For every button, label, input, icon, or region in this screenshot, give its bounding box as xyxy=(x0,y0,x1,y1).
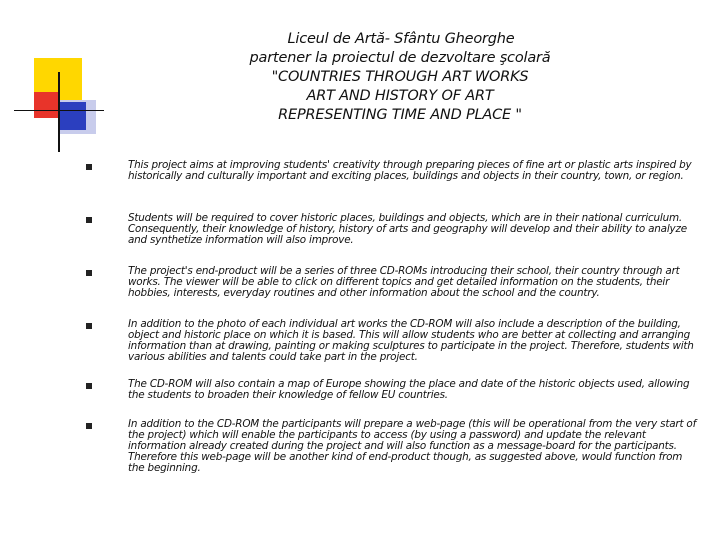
blue-square xyxy=(60,102,86,130)
bullet-text: The CD-ROM will also contain a map of Europe showing the place and date of the historic objects used, allowing the students to broaden their knowledge of fellow EU countries. xyxy=(128,378,690,401)
bullet-item xyxy=(86,379,698,419)
bullet-text: Students will be required to cover historic places, buildings and objects, which are in their national curriculum. Consequently, their knowledge of history, history of arts and geography will develop and their ability to analyze and synthetize information will also improve. xyxy=(128,212,687,246)
bullet-item xyxy=(86,213,698,266)
slide-header xyxy=(200,30,600,125)
red-square xyxy=(34,92,60,118)
bullet-marker xyxy=(86,423,92,429)
bullet-item xyxy=(86,160,698,213)
decorative-logo xyxy=(0,0,110,140)
project-subtitle: ART AND HISTORY OF ART xyxy=(306,88,494,104)
school-name: Liceul de Artă- Sfântu Gheorghe xyxy=(287,31,515,47)
bullet-marker xyxy=(86,217,92,223)
bullet-text: In addition to the photo of each individual art works the CD-ROM will also include a description of the building, object and historic place on which it is based. This will allow students who are better at collecting and arranging information than at drawing, painting or making sculptures to participate in the project. Therefore, students with various abilities and talents could take part in the project. xyxy=(128,318,694,363)
vertical-line xyxy=(58,72,60,152)
bullet-list xyxy=(86,160,698,481)
bullet-item xyxy=(86,319,698,379)
bullet-item xyxy=(86,419,698,481)
bullet-marker xyxy=(86,270,92,276)
bullet-text: The project's end-product will be a series of three CD-ROMs introducing their school, their country through art works. The viewer will be able to click on different topics and get detailed information on the students, their hobbies, interests, everyday routines and other information about the school and the country. xyxy=(128,265,680,299)
bullet-item xyxy=(86,266,698,319)
bullet-marker xyxy=(86,164,92,170)
project-title: "COUNTRIES THROUGH ART WORKS xyxy=(271,69,529,85)
partner-line: partener la proiectul de dezvoltare şcolară xyxy=(249,50,551,66)
bullet-marker xyxy=(86,323,92,329)
project-subtitle-2: REPRESENTING TIME AND PLACE " xyxy=(278,107,522,123)
bullet-text: This project aims at improving students' creativity through preparing pieces of fine art or plastic arts inspired by historically and culturally important and exciting places, buildings and objects in their country, town, or region. xyxy=(128,159,692,182)
bullet-text: In addition to the CD-ROM the participants will prepare a web-page (this will be operational from the very start of the project) which will enable the participants to access (by using a password) and update the relevant information already created during the project and will also function as a message-board for the participants. Therefore this web-page will be another kind of end-product though, as suggested above, would function from the beginning. xyxy=(128,418,697,474)
horizontal-line xyxy=(14,110,104,111)
bullet-marker xyxy=(86,383,92,389)
